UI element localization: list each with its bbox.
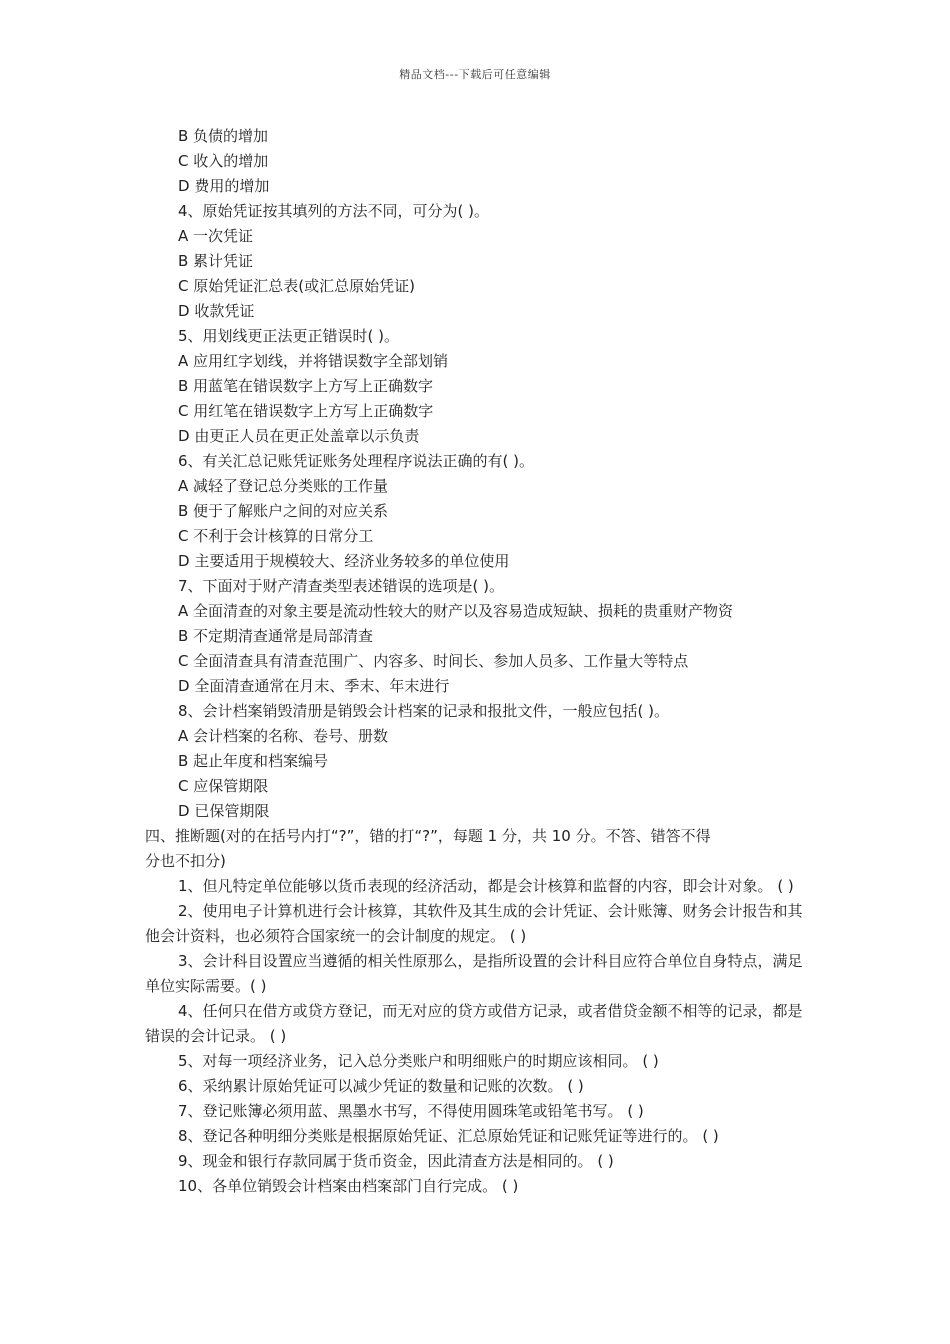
question-line: 6、有关汇总记账凭证账务处理程序说法正确的有( )。 [178,452,535,470]
judgment-item: 4、任何只在借方或贷方登记，而无对应的贷方或借方记录，或者借贷金额不相等的记录，都是错误的会计记录。 ( ) [145,1002,803,1045]
section-heading-cont: 分也不扣分) [145,852,226,870]
option-line: D 收款凭证 [178,302,255,320]
option-line: C 用红笔在错误数字上方写上正确数字 [178,402,434,420]
judgment-item: 6、采纳累计原始凭证可以减少凭证的数量和记账的次数。 ( ) [178,1077,584,1095]
option-line: B 便于了解账户之间的对应关系 [178,502,389,520]
option-line: A 会计档案的名称、卷号、册数 [178,727,389,745]
question-line: 5、用划线更正法更正错误时( )。 [178,327,400,345]
document-body [145,124,805,1199]
option-line: B 负债的增加 [178,127,269,145]
option-line: C 不利于会计核算的日常分工 [178,527,374,545]
option-line: D 由更正人员在更正处盖章以示负责 [178,427,420,445]
judgment-item: 5、对每一项经济业务，记入总分类账户和明细账户的时期应该相同。 ( ) [178,1052,659,1070]
option-line: C 全面清查具有清查范围广、内容多、时间长、参加人员多、工作量大等特点 [178,652,689,670]
judgment-item: 2、使用电子计算机进行会计核算，其软件及其生成的会计凭证、会计账簿、财务会计报告和其他会计资料，也必须符合国家统一的会计制度的规定。 ( ) [145,902,803,945]
judgment-item: 10、各单位销毁会计档案由档案部门自行完成。 ( ) [178,1177,519,1195]
option-line: D 费用的增加 [178,177,270,195]
option-line: A 减轻了登记总分类账的工作量 [178,477,389,495]
judgment-item: 8、登记各种明细分类账是根据原始凭证、汇总原始凭证和记账凭证等进行的。 ( ) [178,1127,719,1145]
option-line: A 应用红字划线，并将错误数字全部划销 [178,352,449,370]
judgment-item: 1、但凡特定单位能够以货币表现的经济活动，都是会计核算和监督的内容，即会计对象。 ( ) [178,877,794,895]
option-line: B 起止年度和档案编号 [178,752,329,770]
option-line: D 已保管期限 [178,802,270,820]
option-line: C 应保管期限 [178,777,269,795]
option-line: B 累计凭证 [178,252,254,270]
option-line: D 全面清查通常在月末、季末、年末进行 [178,677,450,695]
judgment-item: 7、登记账簿必须用蓝、黑墨水书写，不得使用圆珠笔或铅笔书写。 ( ) [178,1102,644,1120]
option-line: C 收入的增加 [178,152,269,170]
question-line: 4、原始凭证按其填列的方法不同，可分为( )。 [178,202,490,220]
judgment-item: 9、现金和银行存款同属于货币资金，因此清查方法是相同的。 ( ) [178,1152,614,1170]
question-line: 7、下面对于财产清查类型表述错误的选项是( )。 [178,577,505,595]
option-line: A 全面清查的对象主要是流动性较大的财产以及容易造成短缺、损耗的贵重财产物资 [178,602,734,620]
option-line: C 原始凭证汇总表(或汇总原始凭证) [178,277,415,295]
option-line: A 一次凭证 [178,227,254,245]
option-line: B 用蓝笔在错误数字上方写上正确数字 [178,377,434,395]
option-line: D 主要适用于规模较大、经济业务较多的单位使用 [178,552,510,570]
section-heading: 四、推断题(对的在括号内打“?”，错的打“?”，每题 1 分，共 10 分。不答、错答不得 [145,827,711,845]
option-line: B 不定期清查通常是局部清查 [178,627,374,645]
judgment-item: 3、会计科目设置应当遵循的相关性原那么，是指所设置的会计科目应符合单位自身特点，满足单位实际需要。( ) [145,952,803,995]
question-line: 8、会计档案销毁清册是销毁会计档案的记录和报批文件，一般应包括( )。 [178,702,670,720]
page-header: 精品文档---下载后可任意编辑 [399,68,551,81]
